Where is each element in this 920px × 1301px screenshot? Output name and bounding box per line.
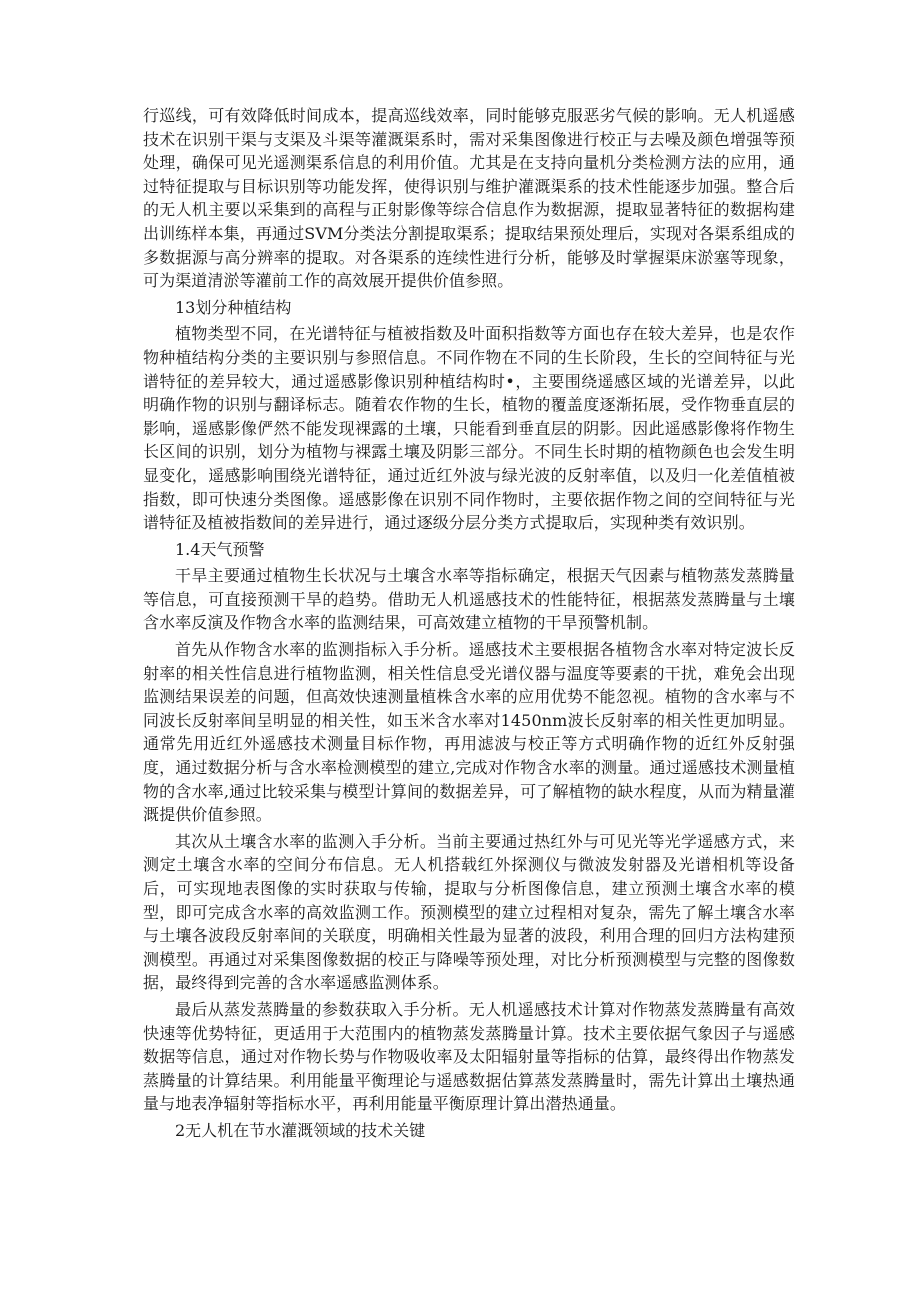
paragraph-drought-overview: 干旱主要通过植物生长状况与土壤含水率等指标确定，根据天气因素与植物蒸发蒸腾量等信息，可直接预测干旱的趋势。借助无人机遥感技术的性能特征，根据蒸发蒸腾量与土壤含水率反演及作物含水率的监测结果，可高效建立植物的干旱预警机制。 <box>143 566 795 633</box>
paragraph-planting-structure: 植物类型不同，在光谱特征与植被指数及叶面积指数等方面也存在较大差异，也是农作物种植结构分类的主要识别与参照信息。不同作物在不同的生长阶段，生长的空间特征与光谱特征的差异较大，通过遥感影像识别种植结构时•，主要围绕遥感区域的光谱差异，以此明确作物的识别与翻译标志。随着农作物的生长，植物的覆盖度逐渐拓展，受作物垂直层的影响，遥感影像俨然不能发现裸露的土壤，只能看到垂直层的阴影。因此遥感影像将作物生长区间的识别，划分为植物与裸露土壤及阴影三部分。不同生长时期的植物颜色也会发生明显变化，遥感影响围绕光谱特征，通过近红外波与绿光波的反射率值，以及归一化差值植被指数，即可快速分类图像。遥感影像在识别不同作物时，主要依据作物之间的空间特征与光谱特征及植被指数间的差异进行，通过逐级分层分类方式提取后，实现种类有效识别。 <box>143 324 795 533</box>
section-heading-technical-keys: 2无人机在节水灌溉领域的技术关键 <box>175 1120 426 1140</box>
section-heading-weather-warning: 1.4天气预警 <box>175 539 265 559</box>
section-heading-planting-structure: 13划分种植结构 <box>175 297 292 317</box>
paragraph-soil-water-content: 其次从土壤含水率的监测入手分析。当前主要通过热红外与可见光等光学遥感方式，来测定土壤含水率的空间分布信息。无人机搭载红外探测仪与微波发射器及光谱相机等设备后，可实现地表图像的实时获取与传输，提取与分析图像信息，建立预测土壤含水率的模型，即可完成含水率的高效监测工作。预测模型的建立过程相对复杂，需先了解土壤含水率与土壤各波段反射率间的关联度，明确相关性最为显著的波段，利用合理的回归方法构建预测模型。再通过对采集图像数据的校正与降噪等预处理，对比分析预测模型与完整的图像数据，最终得到完善的含水率遥感监测体系。 <box>143 831 795 993</box>
paragraph-crop-water-content: 首先从作物含水率的监测指标入手分析。遥感技术主要根据各植物含水率对特定波长反射率的相关性信息进行植物监测，相关性信息受光谱仪器与温度等要素的干扰，难免会出现监测结果误差的问题，但高效快速测量植株含水率的应用优势不能忽视。植物的含水率与不同波长反射率间呈明显的相关性，如玉米含水率对1450nm波长反射率的相关性更加明显。通常先用近红外遥感技术测量目标作物，再用滤波与校正等方式明确作物的近红外反射强度，通过数据分析与含水率检测模型的建立,完成对作物含水率的测量。通过遥感技术测量植物的含水率,通过比较采集与模型计算间的数据差异，可了解植物的缺水程度，从而为精量灌溉提供价值参照。 <box>143 640 795 825</box>
paragraph-evapotranspiration: 最后从蒸发蒸腾量的参数获取入手分析。无人机遥感技术计算对作物蒸发蒸腾量有高效快速等优势特征，更适用于大范围内的植物蒸发蒸腾量计算。技术主要依据气象因子与遥感数据等信息，通过对作物长势与作物吸收率及太阳辐射量等指标的估算，最终得出作物蒸发蒸腾量的计算结果。利用能量平衡理论与遥感数据估算蒸发蒸腾量时，需先计算出土壤热通量与地表净辐射等指标水平，再利用能量平衡原理计算出潜热通量。 <box>143 999 795 1114</box>
paragraph-channel-inspection: 行巡线，可有效降低时间成本，提高巡线效率，同时能够克服恶劣气候的影响。无人机遥感技术在识别干渠与支渠及斗渠等灌溉渠系时，需对采集图像进行校正与去噪及颜色增强等预处理，确保可见光遥测渠系信息的利用价值。尤其是在支持向量机分类检测方法的应用，通过特征提取与目标识别等功能发挥，使得识别与维护灌溉渠系的技术性能逐步加强。整合后的无人机主要以采集到的高程与正射影像等综合信息作为数据源，提取显著特征的数据构建出训练样本集，再通过SVM分类法分割提取渠系；提取结果预处理后，实现对各渠系组成的多数据源与高分辨率的提取。对各渠系的连续性进行分析，能够及时掌握渠床淤塞等现象，可为渠道清淤等灌前工作的高效展开提供价值参照。 <box>143 106 795 291</box>
document-page <box>143 104 795 1146</box>
